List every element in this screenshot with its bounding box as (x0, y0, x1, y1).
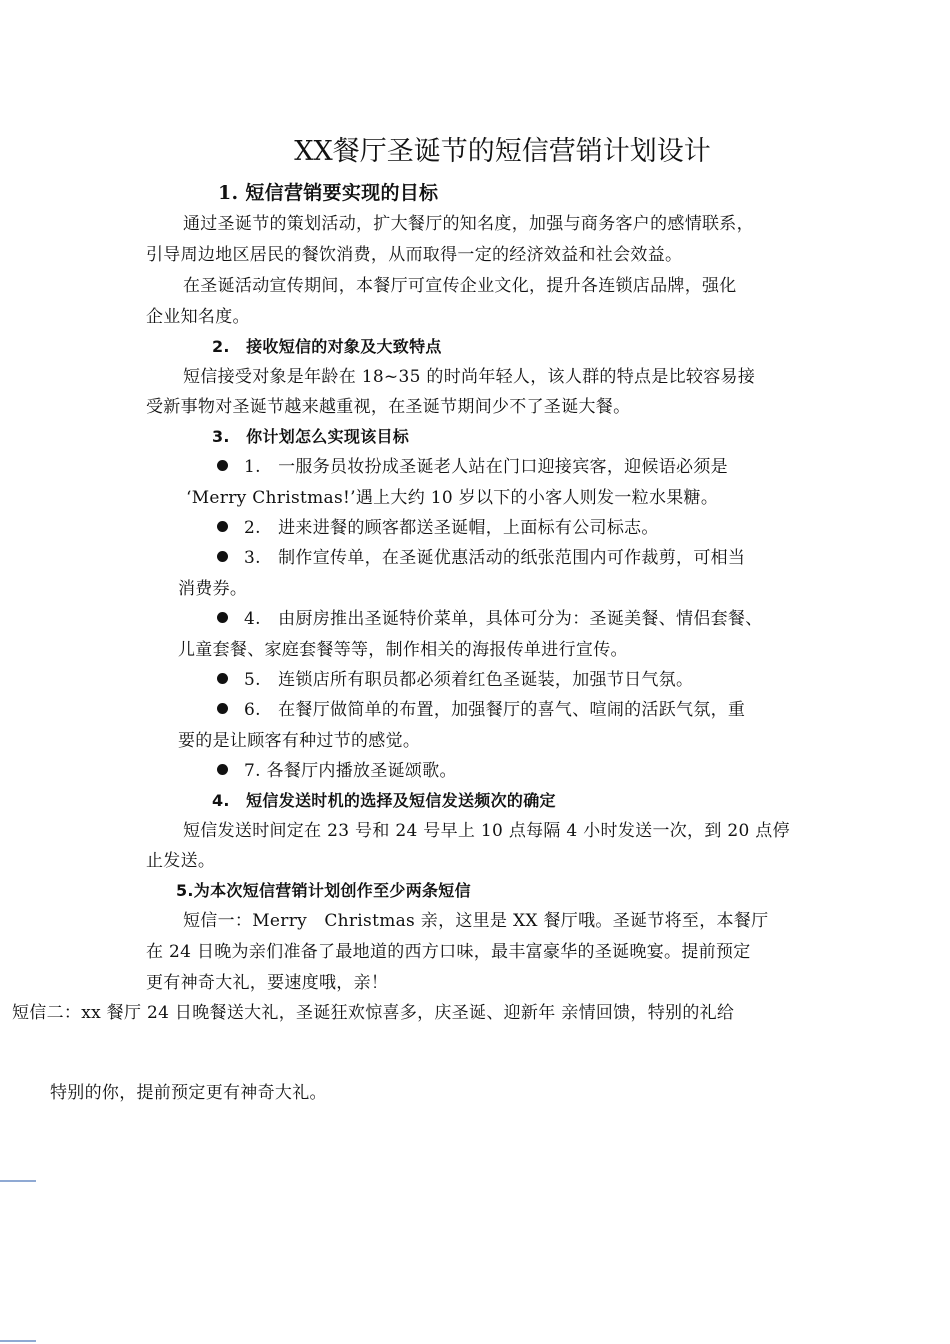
list-item-text: 3. 制作宣传单，在圣诞优惠活动的纸张范围内可作裁剪，可相当 (244, 548, 746, 568)
section-5-heading: 5.为本次短信营销计划创作至少两条短信 (176, 881, 471, 900)
list-item (217, 547, 745, 569)
list-item-text: 1. 一服务员妆扮成圣诞老人站在门口迎接宾客，迎候语必须是 (244, 457, 728, 477)
sms-1-line-3: 更有神奇大礼，要速度哦，亲！ (146, 973, 389, 993)
section-2-heading: 2. 接收短信的对象及大致特点 (212, 337, 442, 356)
sms-1-line-2: 在 24 日晚为亲们准备了最地道的西方口味，最丰富豪华的圣诞晚宴。提前预定 (146, 942, 751, 962)
bullet-icon (217, 521, 228, 532)
section-1-paragraph-1-line-1: 通过圣诞节的策划活动，扩大餐厅的知名度，加强与商务客户的感情联系， (183, 214, 754, 234)
section-4-paragraph-line-1: 短信发送时间定在 23 号和 24 号早上 10 点每隔 4 小时发送一次，到 20 点停 (183, 821, 790, 841)
list-item (217, 608, 763, 630)
section-3-heading: 3. 你计划怎么实现该目标 (212, 427, 410, 446)
list-item (217, 517, 659, 539)
list-item (217, 760, 457, 782)
section-2-paragraph-line-1: 短信接受对象是年龄在 18~35 的时尚年轻人，该人群的特点是比较容易接 (183, 367, 756, 387)
decorative-rule (0, 1180, 36, 1182)
document-title: XX餐厅圣诞节的短信营销计划设计 (294, 136, 711, 167)
list-item-text: 5. 连锁店所有职员都必须着红色圣诞装，加强节日气氛。 (244, 670, 694, 690)
list-item (217, 456, 728, 478)
section-1-heading: 1. 短信营销要实现的目标 (218, 182, 439, 204)
list-item-text: 2. 进来进餐的顾客都送圣诞帽，上面标有公司标志。 (244, 518, 659, 538)
sms-2-line-1: 短信二：xx 餐厅 24 日晚餐送大礼，圣诞狂欢惊喜多，庆圣诞、迎新年 亲情回馈，特别的礼给 (12, 1003, 735, 1023)
list-item-text: 7. 各餐厅内播放圣诞颂歌。 (244, 761, 457, 781)
list-item-continuation: 儿童套餐、家庭套餐等等，制作相关的海报传单进行宣传。 (178, 640, 628, 660)
list-item-text: 6. 在餐厅做简单的布置，加强餐厅的喜气、喧闹的活跃气氛，重 (244, 700, 746, 720)
list-item (217, 669, 693, 691)
section-1-paragraph-1-line-2: 引导周边地区居民的餐饮消费，从而取得一定的经济效益和社会效益。 (146, 245, 683, 265)
section-1-paragraph-2-line-1: 在圣诞活动宣传期间，本餐厅可宣传企业文化，提升各连锁店品牌，强化 (183, 276, 737, 296)
bullet-icon (217, 764, 228, 775)
bullet-icon (217, 612, 228, 623)
sms-2-line-2: 特别的你，提前预定更有神奇大礼。 (50, 1083, 327, 1103)
list-item-continuation: 要的是让顾客有种过节的感觉。 (178, 731, 421, 751)
list-item-text: 4. 由厨房推出圣诞特价菜单，具体可分为：圣诞美餐、情侣套餐、 (244, 609, 763, 629)
section-2-paragraph-line-2: 受新事物对圣诞节越来越重视，在圣诞节期间少不了圣诞大餐。 (146, 397, 631, 417)
list-item-continuation: 消费券。 (178, 579, 248, 599)
bullet-icon (217, 551, 228, 562)
section-4-heading: 4. 短信发送时机的选择及短信发送频次的确定 (212, 791, 556, 810)
sms-1-line-1: 短信一：Merry Christmas 亲，这里是 XX 餐厅哦。圣诞节将至，本餐厅 (183, 911, 769, 931)
bullet-icon (217, 673, 228, 684)
section-1-paragraph-2-line-2: 企业知名度。 (146, 307, 250, 327)
list-item-continuation: ‘Merry Christmas!’遇上大约 10 岁以下的小客人则发一粒水果糖。 (186, 488, 719, 508)
decorative-rule (0, 1340, 36, 1342)
section-4-paragraph-line-2: 止发送。 (146, 851, 216, 871)
list-item (217, 699, 745, 721)
bullet-icon (217, 703, 228, 714)
bullet-icon (217, 460, 228, 471)
